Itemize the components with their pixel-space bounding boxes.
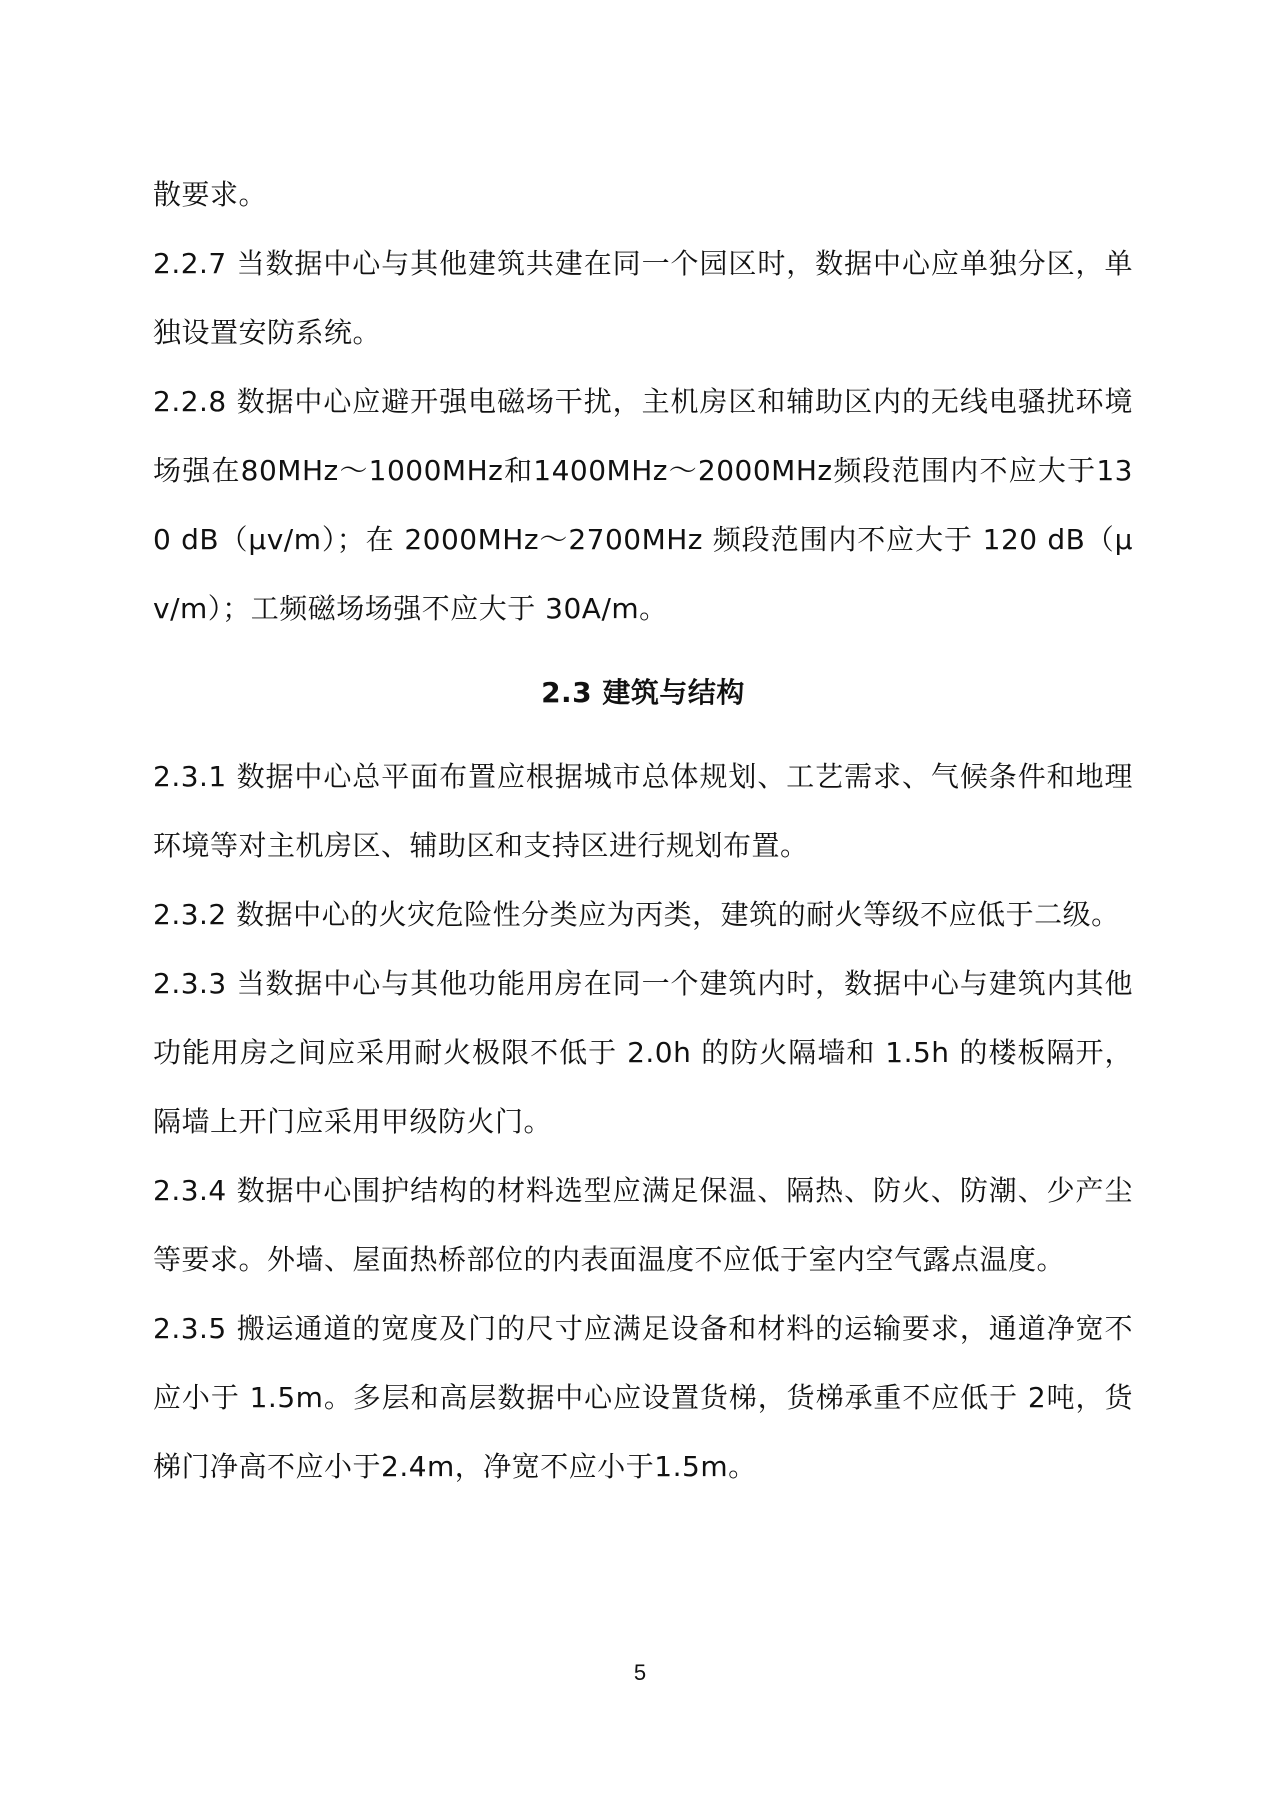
- clause-2-3-5: 2.3.5 搬运通道的宽度及门的尺寸应满足设备和材料的运输要求，通道净宽不应小于 1.5m。多层和高层数据中心应设置货梯，货梯承重不应低于 2吨，货梯门净高不应小于2.4m，净宽不应小于1.5m。: [153, 1312, 1133, 1483]
- paragraph-continuation: 散要求。: [153, 178, 268, 211]
- page-number: 5: [633, 1660, 647, 1685]
- clause-2-3-4: 2.3.4 数据中心围护结构的材料选型应满足保温、隔热、防火、防潮、少产尘等要求。外墙、屋面热桥部位的内表面温度不应低于室内空气露点温度。: [153, 1174, 1133, 1276]
- clause-2-3-1: 2.3.1 数据中心总平面布置应根据城市总体规划、工艺需求、气候条件和地理环境等对主机房区、辅助区和支持区进行规划布置。: [153, 760, 1133, 862]
- page-body: [153, 160, 1133, 1501]
- clause-2-2-7: 2.2.7 当数据中心与其他建筑共建在同一个园区时，数据中心应单独分区，单独设置安防系统。: [153, 247, 1133, 349]
- clause-2-3-2: 2.3.2 数据中心的火灾危险性分类应为丙类，建筑的耐火等级不应低于二级。: [153, 898, 1120, 931]
- clause-2-2-8: 2.2.8 数据中心应避开强电磁场干扰，主机房区和辅助区内的无线电骚扰环境场强在80MHz～1000MHz和1400MHz～2000MHz频段范围内不应大于130 dB（μv/m）；在 2000MHz～2700MHz 频段范围内不应大于 120 dB（μv/m）；工频磁场场强不应大于 30A/m。: [153, 385, 1133, 625]
- clause-2-3-3: 2.3.3 当数据中心与其他功能用房在同一个建筑内时，数据中心与建筑内其他功能用房之间应采用耐火极限不低于 2.0h 的防火隔墙和 1.5h 的楼板隔开，隔墙上开门应采用甲级防火门。: [153, 967, 1133, 1138]
- section-title: 2.3 建筑与结构: [541, 676, 745, 709]
